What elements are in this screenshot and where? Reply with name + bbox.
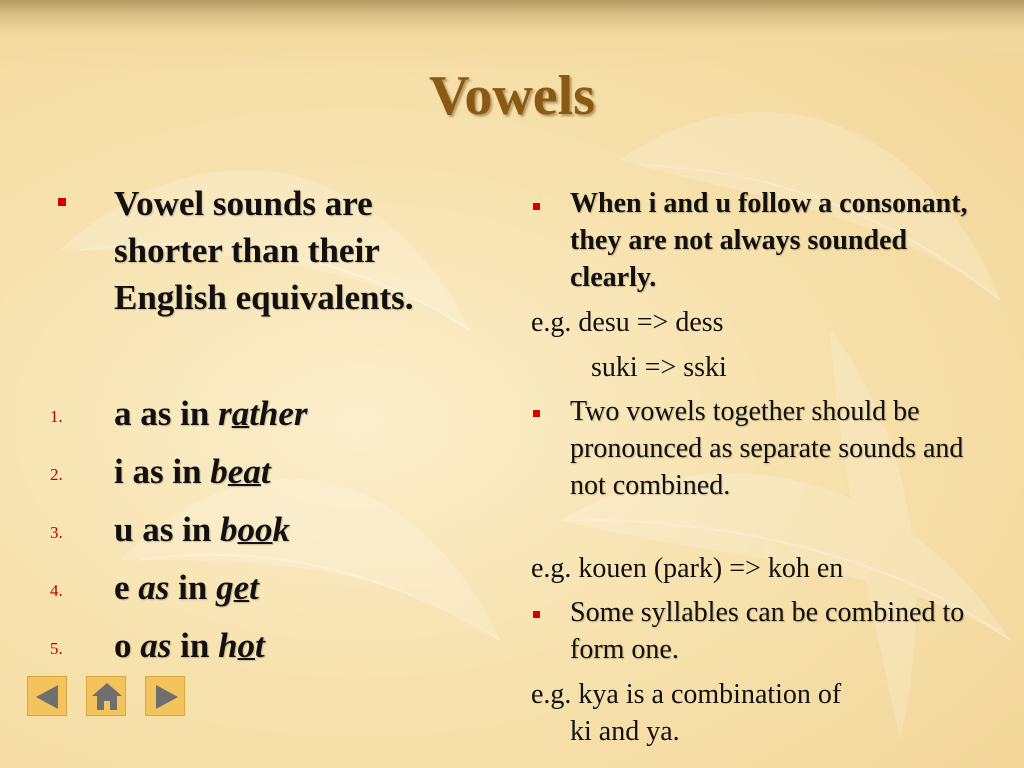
bullet-square (533, 410, 540, 417)
example-text: e.g. kya is a combination of (531, 679, 842, 710)
example-text: e.g. desu => dess (531, 307, 724, 338)
list-number: 2. (50, 465, 63, 484)
list-item-text: o as in hot (114, 626, 265, 665)
right-bullet-text-1: When i and u follow a consonant, they are not always sounded clearly. (570, 188, 968, 293)
previous-slide-button[interactable] (27, 676, 67, 716)
list-number: 3. (50, 523, 63, 542)
intro-text: Vowel sounds are shorter than their English equivalents. (114, 184, 414, 317)
list-number: 5. (50, 639, 63, 658)
example-text: suki => sski (591, 352, 727, 383)
list-item-text: e as in get (114, 568, 259, 607)
arrow-right-icon (146, 677, 186, 717)
slide-title: Vowels (429, 65, 595, 127)
list-item (0, 622, 480, 672)
home-icon (87, 677, 127, 717)
next-slide-button[interactable] (145, 676, 185, 716)
list-item-text: u as in book (114, 510, 291, 549)
list-item (0, 390, 480, 440)
right-bullet-text-2: Two vowels together should be pronounced as separate sounds and not combined. (570, 396, 964, 501)
example-text: e.g. kouen (park) => koh en (531, 553, 844, 584)
arrow-left-icon (28, 677, 68, 717)
list-item (0, 564, 480, 614)
bullet-square (533, 203, 540, 210)
example-text: ki and ya. (570, 716, 680, 747)
list-item (0, 448, 480, 498)
list-item-text: i as in beat (114, 452, 271, 491)
list-number: 4. (50, 581, 63, 600)
list-number: 1. (50, 407, 63, 426)
home-button[interactable] (86, 676, 126, 716)
list-item-text: a as in rather (114, 394, 308, 433)
bullet-square (533, 611, 540, 618)
right-bullet-text-3: Some syllables can be combined to form one. (570, 597, 965, 665)
bullet-square (58, 198, 66, 206)
list-item (0, 506, 480, 556)
